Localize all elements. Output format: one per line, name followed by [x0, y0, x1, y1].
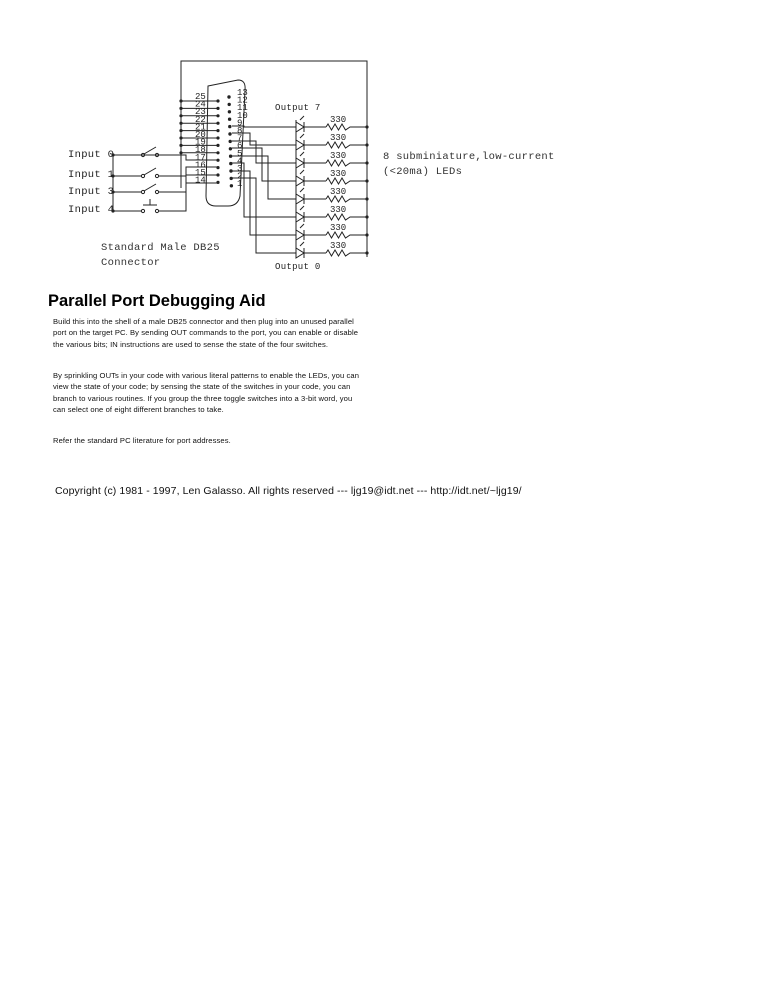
connector-caption-line-2: Connector	[101, 257, 161, 269]
resistor-value-label: 330	[330, 205, 347, 215]
pin-label-24: 24	[195, 99, 206, 110]
junction-dot	[365, 125, 368, 128]
junction-dot	[365, 161, 368, 164]
pin-label-16: 16	[195, 160, 206, 171]
led-diode	[296, 212, 304, 222]
pin-label-7: 7	[237, 133, 243, 144]
led-note-line-2: (<20ma) LEDs	[383, 166, 463, 178]
page-title: Parallel Port Debugging Aid	[48, 292, 266, 310]
connector-pin-right	[229, 148, 231, 150]
led-light-arrow	[300, 116, 304, 120]
pin-label-12: 12	[237, 95, 248, 106]
input-label-3: Input 3	[68, 186, 115, 198]
resistor-value-label: 330	[330, 223, 347, 233]
junction-dot	[179, 114, 182, 117]
connector-pin-right	[228, 103, 230, 105]
pin-label-2: 2	[237, 171, 243, 182]
resistor-value-label: 330	[330, 169, 347, 179]
led-light-arrow	[300, 152, 304, 156]
switch-blade	[144, 168, 156, 175]
description-paragraph-2: By sprinkling OUTs in your code with various literal patterns to enable the LEDs, you can view the state of your code; by sensing the state of the switches in your code, you can branch to various routines. If you group the three toggle switches into a 3-bit word, you can select one of eight different branches to take.	[53, 371, 360, 414]
led-light-arrow	[300, 224, 304, 228]
pin-label-23: 23	[195, 107, 206, 118]
output-7-label: Output 7	[275, 103, 321, 113]
pin-label-14: 14	[195, 175, 206, 186]
pin-label-4: 4	[237, 156, 243, 167]
connector-pin-left	[217, 115, 219, 117]
connector-pin-left	[217, 144, 219, 146]
pin-label-5: 5	[237, 148, 243, 159]
connector-pin-left	[217, 152, 219, 154]
junction-dot	[179, 107, 182, 110]
led-diode	[296, 158, 304, 168]
pin-label-21: 21	[195, 122, 206, 133]
pin-label-25: 25	[195, 92, 206, 102]
switch-to-pin	[159, 155, 218, 160]
resistor-value-label: 330	[330, 115, 347, 125]
junction-dot	[365, 143, 368, 146]
switch-contact	[141, 209, 144, 212]
pin-label-17: 17	[195, 152, 206, 163]
led-light-arrow	[300, 170, 304, 174]
connector-pin-right	[228, 96, 230, 98]
copyright-notice: Copyright (c) 1981 - 1997, Len Galasso. All rights reserved --- ljg19@idt.net --- http://idt.net/~ljg19/	[55, 485, 522, 497]
connector-pin-right	[230, 185, 232, 187]
switch-blade	[144, 184, 156, 191]
junction-dot	[365, 197, 368, 200]
connector-pin-right	[230, 170, 232, 172]
pin-label-1: 1	[237, 179, 243, 190]
led-diode	[296, 140, 304, 150]
connector-pin-right	[229, 133, 231, 135]
input-label-1: Input 1	[68, 169, 115, 181]
connector-pin-left	[217, 122, 219, 124]
led-note-line-1: 8 subminiature,low-current	[383, 151, 555, 163]
pin-label-18: 18	[195, 145, 206, 156]
led-diode	[296, 248, 304, 258]
pin-label-9: 9	[237, 118, 243, 129]
description-paragraph-3: Refer the standard PC literature for port addresses.	[53, 436, 231, 445]
switch-contact	[155, 174, 158, 177]
pin-label-15: 15	[195, 168, 206, 178]
junction-dot	[179, 129, 182, 132]
led-diode	[296, 122, 304, 132]
pin-label-19: 19	[195, 137, 206, 148]
pin-label-8: 8	[237, 126, 243, 136]
led-diode	[296, 194, 304, 204]
led-drive-wire	[232, 178, 296, 253]
connector-caption-line-1: Standard Male DB25	[101, 242, 220, 254]
pin-label-11: 11	[237, 103, 248, 114]
connector-pin-right	[229, 140, 231, 142]
pin-label-13: 13	[237, 88, 248, 98]
junction-dot	[179, 122, 182, 125]
connector-pin-right	[230, 177, 232, 179]
led-light-arrow	[300, 206, 304, 210]
led-light-arrow	[300, 188, 304, 192]
resistor-value-label: 330	[330, 133, 347, 143]
junction-dot	[179, 144, 182, 147]
resistor-value-label: 330	[330, 187, 347, 197]
connector-pin-right	[229, 155, 231, 157]
pin-label-10: 10	[237, 110, 248, 121]
switch-to-pin	[159, 183, 218, 211]
connector-pin-left	[217, 100, 219, 102]
junction-dot	[365, 233, 368, 236]
junction-dot	[365, 251, 368, 254]
connector-pin-left	[217, 137, 219, 139]
junction-dot	[179, 99, 182, 102]
connector-pin-right	[228, 118, 230, 120]
output-0-label: Output 0	[275, 262, 321, 272]
led-diode	[296, 230, 304, 240]
led-light-arrow	[300, 242, 304, 246]
connector-pin-right	[230, 162, 232, 164]
connector-pin-right	[228, 111, 230, 113]
junction-dot	[365, 215, 368, 218]
connector-pin-left	[217, 130, 219, 132]
pin-label-6: 6	[237, 141, 243, 152]
led-note	[383, 150, 555, 180]
resistor-value-label: 330	[330, 151, 347, 161]
connector-pin-right	[229, 125, 231, 127]
input-label-0: Input 0	[68, 149, 115, 161]
switch-contact	[155, 209, 158, 212]
description-paragraph-1: Build this into the shell of a male DB25 connector and then plug into an unused parallel port on the target PC. By sending OUT commands to the port, you can enable or disable the various bits; IN instructions are used to sense the state of the four switches.	[53, 317, 359, 349]
input-label-4: Input 4	[68, 204, 115, 216]
led-light-arrow	[300, 134, 304, 138]
connector-caption	[101, 241, 220, 271]
led-array	[296, 116, 304, 258]
led-diode	[296, 176, 304, 186]
connector-pin-labels-left	[195, 92, 206, 186]
switch-contact	[155, 190, 158, 193]
connector-pin-left	[217, 107, 219, 109]
junction-dot	[179, 151, 182, 154]
resistor-value-label: 330	[330, 241, 347, 251]
pin-label-20: 20	[195, 130, 206, 140]
pin-label-3: 3	[237, 164, 243, 174]
junction-dot	[179, 136, 182, 139]
pin-label-22: 22	[195, 114, 206, 125]
junction-dot	[365, 179, 368, 182]
switch-blade	[144, 147, 156, 154]
